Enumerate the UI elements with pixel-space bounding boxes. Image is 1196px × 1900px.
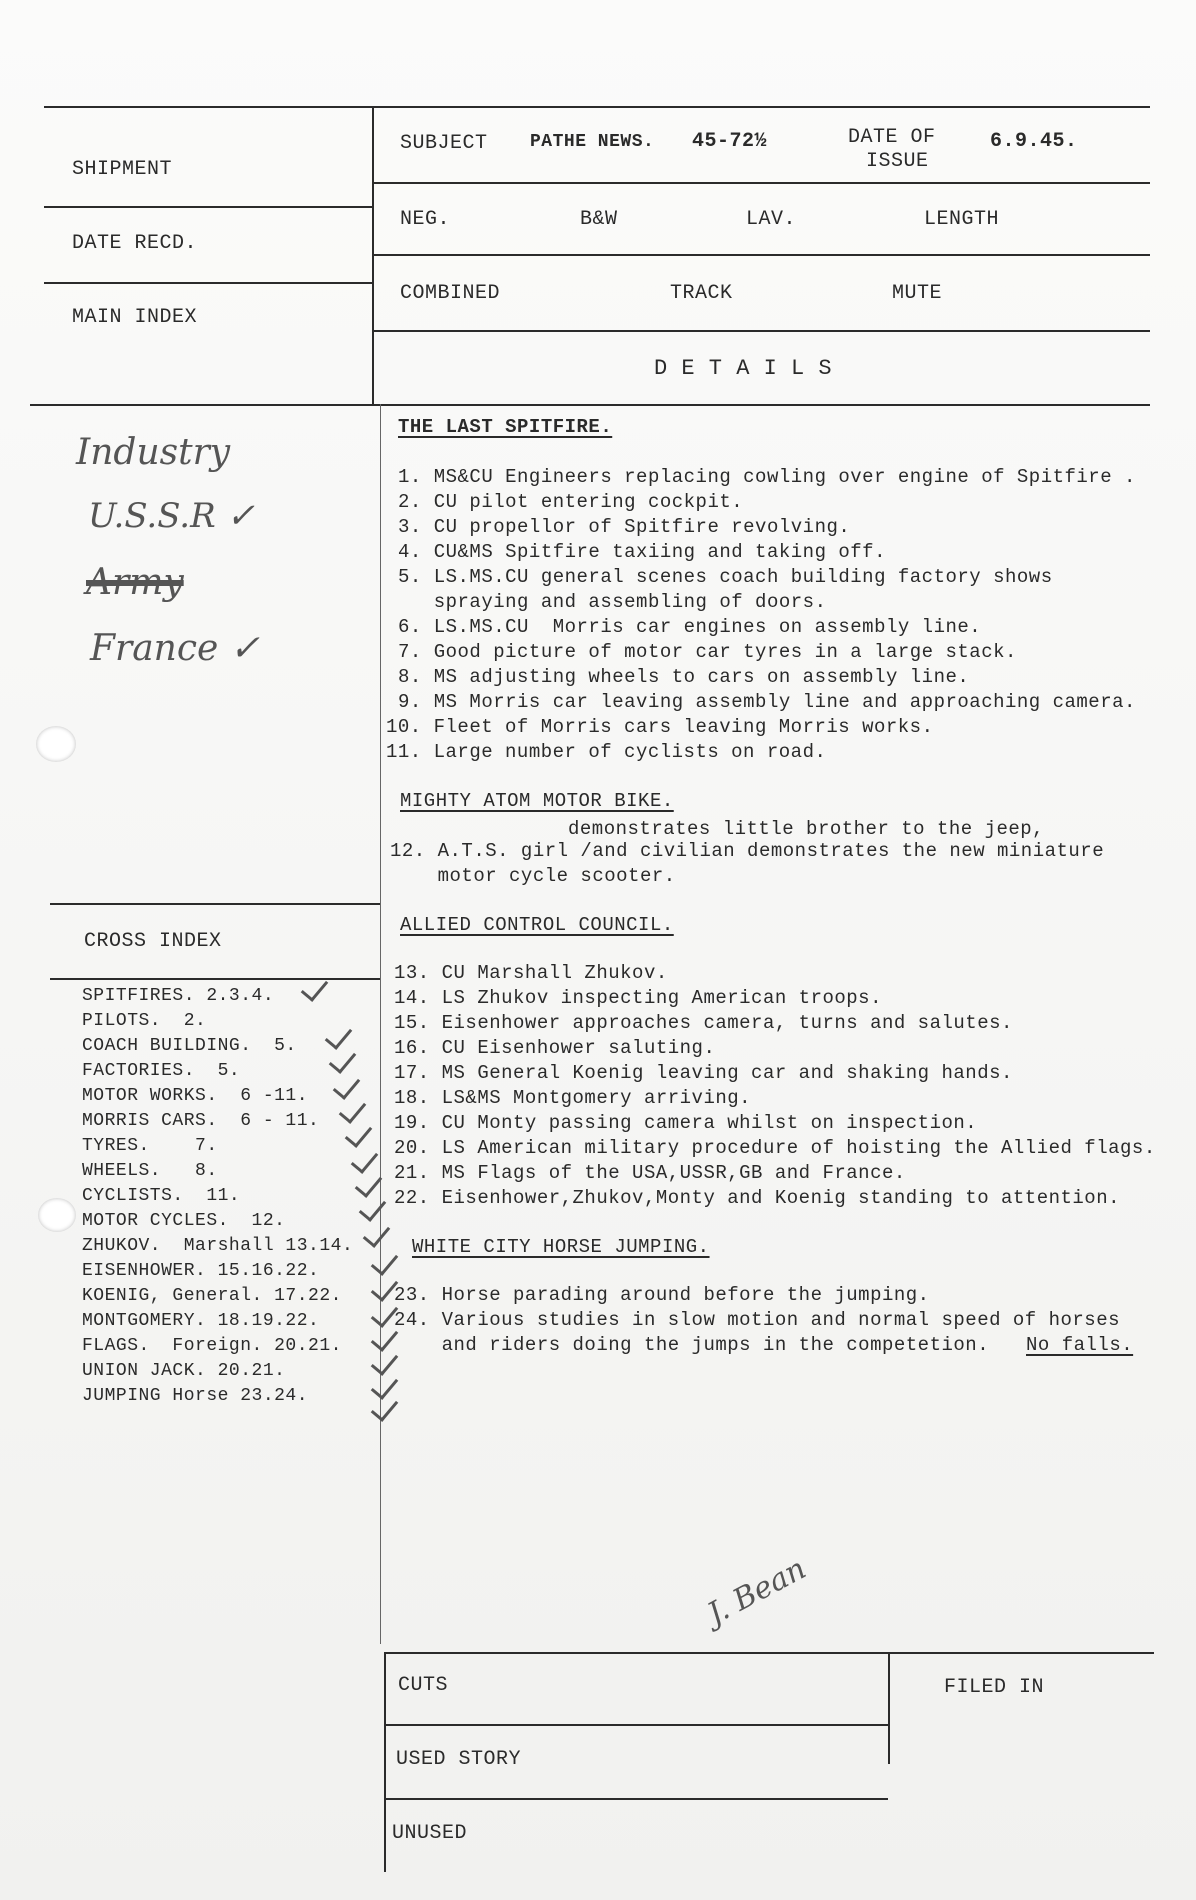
check-mark-icon — [325, 1021, 353, 1050]
shot-line: spraying and assembling of doors. — [398, 591, 827, 613]
story-title: WHITE CITY HORSE JUMPING. — [412, 1236, 710, 1258]
shot-line: 10. Fleet of Morris cars leaving Morris works. — [386, 716, 934, 738]
cross-index-item: COACH BUILDING. 5. — [82, 1036, 297, 1056]
cross-index-item: JUMPING Horse 23.24. — [82, 1386, 309, 1406]
main-index-label: MAIN INDEX — [72, 306, 198, 329]
cross-index-item: FLAGS. Foreign. 20.21. — [82, 1336, 342, 1356]
combined-label: COMBINED — [400, 282, 501, 305]
check-mark-icon — [359, 1193, 387, 1222]
cross-index-title: CROSS INDEX — [84, 930, 222, 953]
cross-index-item: UNION JACK. 20.21. — [82, 1361, 286, 1381]
cross-index-item: WHEELS. 8. — [82, 1161, 218, 1181]
length-label: LENGTH — [924, 208, 1000, 231]
punch-hole — [36, 726, 76, 762]
shot-line: 24. Various studies in slow motion and normal speed of horses — [394, 1309, 1121, 1331]
issue-number: 45-72½ — [692, 130, 768, 153]
date-of-issue-label: DATE OF — [848, 126, 936, 149]
rule — [30, 404, 1150, 406]
check-mark-icon — [363, 1219, 391, 1248]
check-mark-icon — [371, 1247, 399, 1276]
cross-index-item: EISENHOWER. 15.16.22. — [82, 1261, 320, 1281]
shot-line: 21. MS Flags of the USA,USSR,GB and France. — [394, 1162, 906, 1184]
shot-line: 5. LS.MS.CU general scenes coach building factory shows — [398, 566, 1053, 588]
column-divider — [372, 106, 374, 406]
rule — [372, 330, 1150, 332]
shot-line: 23. Horse parading around before the jumping. — [394, 1284, 930, 1306]
check-mark-icon — [355, 1169, 383, 1198]
shot-line: 2. CU pilot entering cockpit. — [398, 491, 744, 513]
subject-value: PATHE NEWS. — [530, 132, 655, 152]
filed-in-label: FILED IN — [944, 1676, 1045, 1699]
rule — [50, 903, 380, 905]
date-of-issue-value: 6.9.45. — [990, 130, 1078, 153]
subject-label: SUBJECT — [400, 132, 488, 155]
shot-line: 17. MS General Koenig leaving car and shaking hands. — [394, 1062, 1013, 1084]
cross-index-item: MOTOR CYCLES. 12. — [82, 1211, 286, 1231]
rule — [50, 978, 380, 980]
shot-line: 20. LS American military procedure of hoisting the Allied flags. — [394, 1137, 1156, 1159]
shot-line: 1. MS&CU Engineers replacing cowling over engine of Spitfire . — [398, 466, 1136, 488]
shot-line: 14. LS Zhukov inspecting American troops. — [394, 987, 882, 1009]
shot-line: motor cycle scooter. — [390, 865, 676, 887]
cross-index-item: CYCLISTS. 11. — [82, 1186, 241, 1206]
handwritten-index-france: France ✓ — [90, 628, 260, 669]
rule — [372, 254, 1150, 256]
handwritten-index-ussr: U.S.S.R ✓ — [88, 496, 256, 536]
shot-line: and riders doing the jumps in the competetion. — [394, 1334, 990, 1356]
rule — [372, 182, 1150, 184]
shot-line: 12. A.T.S. girl /and civilian demonstrates the new miniature — [390, 840, 1105, 862]
shot-line: 16. CU Eisenhower saluting. — [394, 1037, 716, 1059]
cross-index-item: SPITFIRES. 2.3.4. — [82, 986, 275, 1006]
shot-line: 7. Good picture of motor car tyres in a large stack. — [398, 641, 1017, 663]
cross-index-item: MORRIS CARS. 6 - 11. — [82, 1111, 320, 1131]
story-title: THE LAST SPITFIRE. — [398, 416, 613, 438]
cross-index-item: TYRES. 7. — [82, 1136, 218, 1156]
signature: J. Bean — [701, 1551, 812, 1632]
shot-line: 19. CU Monty passing camera whilst on inspection. — [394, 1112, 978, 1134]
unused-label: UNUSED — [392, 1822, 468, 1845]
handwritten-index-army-struck: Army — [86, 562, 184, 603]
rule — [384, 1724, 888, 1726]
date-of-issue-label-2: ISSUE — [866, 150, 929, 173]
lav-label: LAV. — [746, 208, 797, 231]
shipment-label: SHIPMENT — [72, 158, 173, 181]
shot-line: 6. LS.MS.CU Morris car engines on assembly line. — [398, 616, 982, 638]
story-title: MIGHTY ATOM MOTOR BIKE. — [400, 790, 674, 812]
shot-line: 18. LS&MS Montgomery arriving. — [394, 1087, 752, 1109]
cross-index-item: KOENIG, General. 17.22. — [82, 1286, 342, 1306]
cross-index-item: ZHUKOV. Marshall 13.14. — [82, 1236, 354, 1256]
no-falls-note: No falls. — [1026, 1334, 1134, 1356]
column-divider — [380, 404, 381, 1644]
rule — [384, 1798, 888, 1800]
typed-insert: demonstrates little brother to the jeep, — [568, 818, 1045, 840]
used-story-label: USED STORY — [396, 1748, 522, 1771]
check-mark-icon — [371, 1393, 399, 1422]
column-divider — [384, 1652, 386, 1872]
cuts-label: CUTS — [398, 1674, 449, 1697]
cross-index-item: MOTOR WORKS. 6 -11. — [82, 1086, 309, 1106]
neg-label: NEG. — [400, 208, 451, 231]
check-mark-icon — [329, 1045, 357, 1074]
cross-index-item: PILOTS. 2. — [82, 1011, 207, 1031]
rule — [44, 106, 1150, 108]
details-heading: D E T A I L S — [654, 356, 833, 381]
shot-line: 15. Eisenhower approaches camera, turns and salutes. — [394, 1012, 1013, 1034]
date-recd-label: DATE RECD. — [72, 232, 198, 255]
rule — [44, 206, 372, 208]
handwritten-index-industry: Industry — [76, 432, 231, 473]
rule — [44, 282, 372, 284]
shot-line: 8. MS adjusting wheels to cars on assembly line. — [398, 666, 970, 688]
bw-label: B&W — [580, 208, 618, 231]
shot-line: 11. Large number of cyclists on road. — [386, 741, 827, 763]
shot-line: 4. CU&MS Spitfire taxiing and taking off. — [398, 541, 886, 563]
story-title: ALLIED CONTROL COUNCIL. — [400, 914, 674, 936]
check-mark-icon — [351, 1145, 379, 1174]
column-divider — [888, 1652, 890, 1764]
cross-index-item: MONTGOMERY. 18.19.22. — [82, 1311, 320, 1331]
cross-index-item: FACTORIES. 5. — [82, 1061, 241, 1081]
track-label: TRACK — [670, 282, 733, 305]
shot-line: 13. CU Marshall Zhukov. — [394, 962, 668, 984]
shot-line: 22. Eisenhower,Zhukov,Monty and Koenig standing to attention. — [394, 1187, 1121, 1209]
shot-line: 9. MS Morris car leaving assembly line and approaching camera. — [398, 691, 1136, 713]
shot-line: 3. CU propellor of Spitfire revolving. — [398, 516, 851, 538]
punch-hole — [38, 1198, 76, 1232]
mute-label: MUTE — [892, 282, 943, 305]
rule — [384, 1652, 1154, 1654]
